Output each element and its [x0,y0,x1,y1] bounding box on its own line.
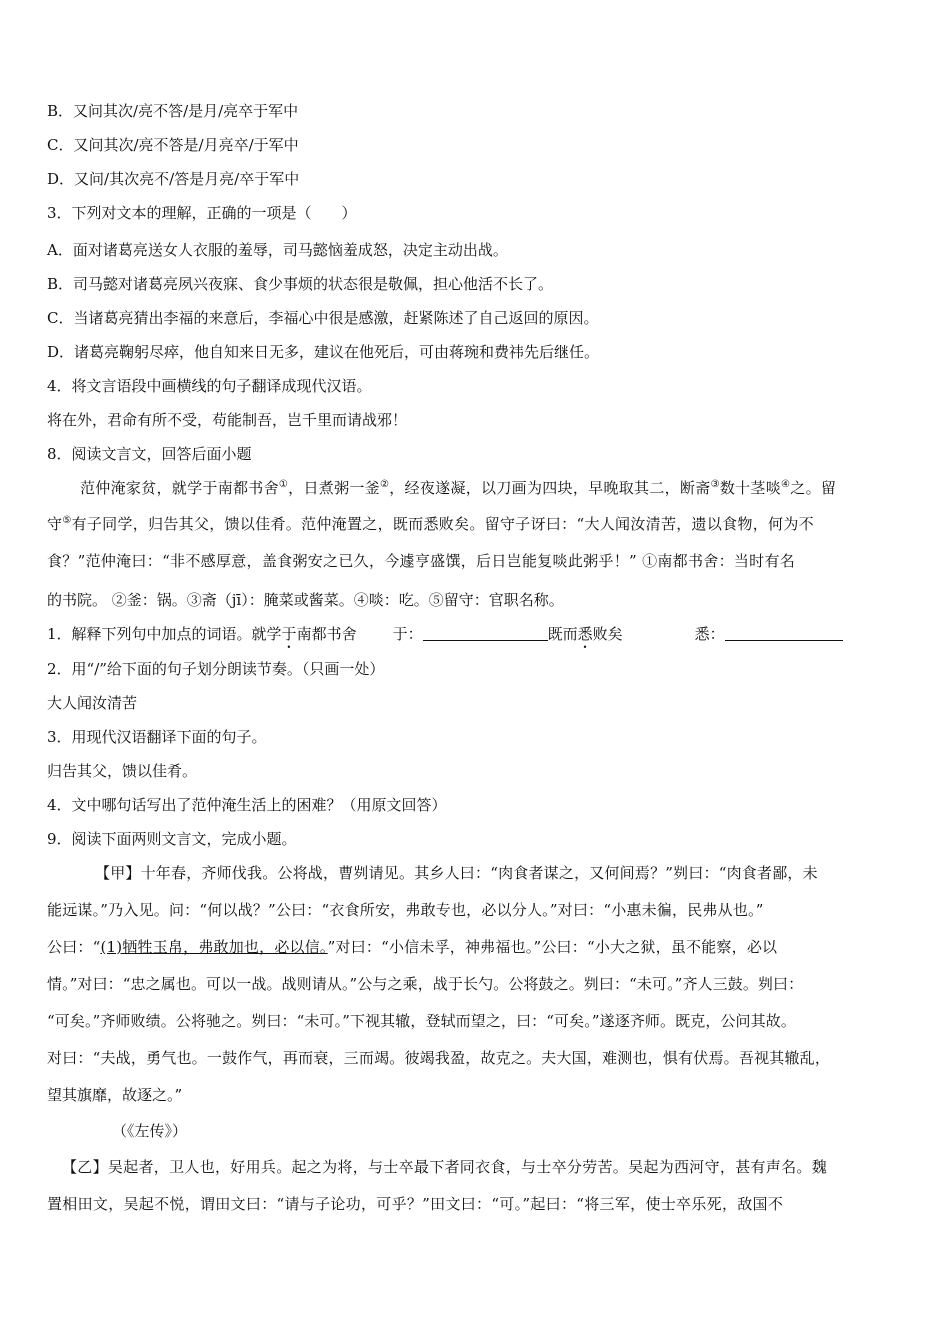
s9-yi-line-1: 【乙】吴起者，卫人也，好用兵。起之为将，与士卒最下者同衣食，与士卒分劳苦。吴起为西河守，甚有声名。魏 [62,1158,828,1176]
s9-jia-line-3: 公曰：“(1)牺牲玉帛，弗敢加也，必以信。”对曰：“小信未孚，神弗福也。”公曰：“小大之狱，虽不能察，必以 [47,938,778,956]
s9-source: （《左传》） [112,1122,188,1140]
s9-jia-line-5: “可矣。”齐师败绩。公将驰之。刿曰：“未可。”下视其辙，登轼而望之，曰：“可矣。”遂逐齐师。既克，公问其故。 [47,1012,796,1030]
dotted-word-yu: 于 [281,625,297,643]
q2-option-c: C．又问其次/亮不答是/月亮卒/于军中 [47,136,299,154]
s8-q4: 4．文中哪句话写出了范仲淹生活上的困难？（用原文回答） [47,796,447,814]
footnote-4: ④ [781,479,791,490]
footnote-2: ② [379,479,390,490]
footnote-5: ⑤ [62,515,72,526]
q3-option-a: A．面对诸葛亮送女人衣服的羞辱，司马懿恼羞成怒，决定主动出战。 [47,241,508,259]
answer-blank-1[interactable] [423,626,548,641]
s8-para-line-4: 的书院。 ②釜：锅。③斋（jī）：腌菜或酱菜。④啖：吃。⑤留守：官职名称。 [47,591,564,609]
footnote-3: ③ [710,479,720,490]
q2-option-b: B．又问其次/亮不答/是月/亮卒于军中 [47,102,299,120]
s9-jia-line-4: 情。”对曰：“忠之属也。可以一战。战则请从。”公与之乘，战于长勺。公将鼓之。刿曰：“未可。”齐人三鼓。刿曰： [47,975,804,993]
q3-stem: 3．下列对文本的理解，正确的一项是（ ） [47,204,357,222]
q4-stem: 4．将文言语段中画横线的句子翻译成现代汉语。 [47,377,372,395]
q3-option-c: C．当诸葛亮猜出李福的来意后，李福心中很是感激，赶紧陈述了自己返回的原因。 [47,309,599,327]
s8-q2: 2．用“/”给下面的句子划分朗读节奏。（只画一处） [47,660,385,678]
s8-para-line-1: 范仲淹家贫，就学于南都书舍①，日煮粥一釜②，经夜遂凝，以刀画为四块，早晚取其二，断斋③数十茎啖④之。留 [80,479,837,497]
answer-blank-2[interactable] [725,626,843,641]
q3-option-b: B．司马懿对诸葛亮夙兴夜寐、食少事烦的状态很是敬佩，担心他活不长了。 [47,275,554,293]
s8-para-line-3: 食？”范仲淹曰：“非不感厚意，盖食粥安之已久，今遽亨盛馔，后日岂能复啖此粥乎！” ①南都书舍：当时有名 [47,552,796,570]
dotted-word-xi: 悉 [577,625,593,643]
s8-q2-sentence: 大人闻汝清苦 [47,694,138,712]
underlined-sentence: (1)牺牲玉帛，弗敢加也，必以信。 [100,938,328,956]
s9-yi-line-2: 置相田文，吴起不悦，谓田文曰：“请与子论功，可乎？”田文曰：“可。”起曰：“将三军，使士卒乐死，敌国不 [47,1195,784,1213]
q3-option-d: D．诸葛亮鞠躬尽瘁，他自知来日无多，建议在他死后，可由蒋琬和费祎先后继任。 [47,343,600,361]
q2-option-d: D．又问/其次亮不/答是月亮/卒于军中 [47,170,300,188]
footnote-1: ① [278,479,289,490]
s8-para-line-2: 守⑤有子同学，归告其父，馈以佳肴。范仲淹置之，既而悉败矣。留守子讶曰：“大人闻汝清苦，遗以食物，何为不 [47,515,814,533]
s8-q3-sentence: 归告其父，馈以佳肴。 [47,762,198,780]
q4-sentence: 将在外，君命有所不受，苟能制吾，岂千里而请战邪！ [47,411,408,429]
s8-q1: 1．解释下列句中加点的词语。就学于南都书舍 于： 既而悉败矣 悉： [47,624,843,652]
section-8-title: 8．阅读文言文，回答后面小题 [47,445,252,463]
s9-jia-line-2: 能远谋。”乃入见。问：“何以战？”公曰：“衣食所安，弗敢专也，必以分人。”对曰：“小惠未徧，民弗从也。” [47,901,764,919]
s9-jia-line-7: 望其旗靡，故逐之。” [47,1086,183,1104]
s8-q3: 3．用现代汉语翻译下面的句子。 [47,728,267,746]
s9-jia-line-6: 对曰：“夫战，勇气也。一鼓作气，再而衰，三而竭。彼竭我盈，故克之。夫大国，难测也，惧有伏焉。吾视其辙乱， [47,1049,831,1067]
section-9-title: 9．阅读下面两则文言文，完成小题。 [47,830,297,848]
s9-jia-line-1: 【甲】十年春，齐师伐我。公将战，曹刿请见。其乡人曰：“肉食者谋之，又何间焉？”刿曰：“肉食者鄙，未 [95,864,818,882]
